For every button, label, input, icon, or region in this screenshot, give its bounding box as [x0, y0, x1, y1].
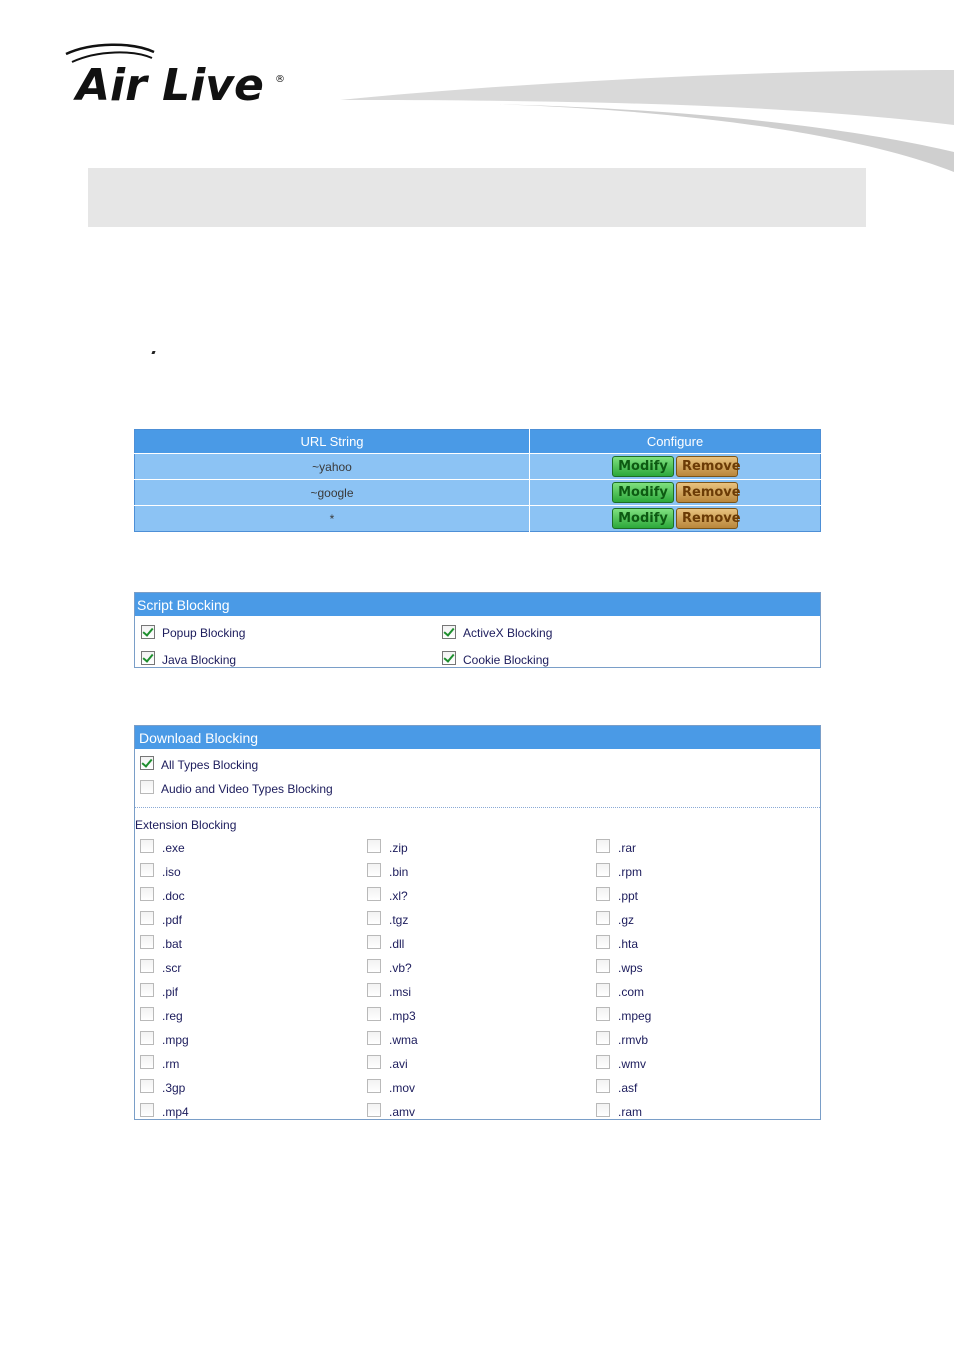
java-blocking-label: Java Blocking: [162, 653, 237, 667]
extension-label-asf: .asf: [618, 1081, 638, 1095]
extension-checkbox-mpg[interactable]: [140, 1031, 154, 1045]
extension-checkbox-bat[interactable]: [140, 935, 154, 949]
configure-cell: [530, 480, 821, 506]
extension-checkbox-wma[interactable]: [367, 1031, 381, 1045]
table-row: [135, 454, 821, 480]
url-string-header: URL String: [135, 430, 530, 454]
extension-checkbox-msi[interactable]: [367, 983, 381, 997]
extension-label-mov: .mov: [389, 1081, 416, 1095]
extension-label-rar: .rar: [618, 841, 636, 855]
extension-label-com: .com: [618, 985, 645, 999]
extension-label-wma: .wma: [389, 1033, 418, 1047]
java-blocking-checkbox[interactable]: [141, 651, 155, 665]
extension-label-zip: .zip: [389, 841, 408, 855]
popup-blocking-label: Popup Blocking: [162, 626, 246, 640]
extension-checkbox-reg[interactable]: [140, 1007, 154, 1021]
extension-checkbox-rmvb[interactable]: [596, 1031, 610, 1045]
table-row: [135, 506, 821, 532]
url-cell: ~yahoo: [135, 454, 530, 480]
extension-label-reg: .reg: [162, 1009, 183, 1023]
extension-label-bat: .bat: [162, 937, 183, 951]
extension-checkbox-exe[interactable]: [140, 839, 154, 853]
popup-blocking-checkbox[interactable]: [141, 625, 155, 639]
extension-label-pdf: .pdf: [162, 913, 183, 927]
airlive-logo: [62, 40, 292, 110]
remove-button[interactable]: Remove: [676, 508, 738, 529]
url-filter-table: [134, 429, 821, 532]
modify-button[interactable]: Modify: [612, 482, 674, 503]
svg-text:Air Live: Air Live: [76, 60, 264, 110]
extension-label-pif: .pif: [162, 985, 179, 999]
extension-checkbox-bin[interactable]: [367, 863, 381, 877]
audio-video-blocking-label: Audio and Video Types Blocking: [161, 782, 333, 796]
url-cell: *: [135, 506, 530, 532]
extension-label-scr: .scr: [162, 961, 182, 975]
download-blocking-title: Download Blocking: [135, 726, 820, 750]
extension-checkbox-doc[interactable]: [140, 887, 154, 901]
script-blocking-panel: [134, 592, 821, 668]
extension-label-hta: .hta: [618, 937, 639, 951]
extension-label-mpeg: .mpeg: [618, 1009, 652, 1023]
header-swoosh: [340, 60, 954, 180]
section-header-band: [88, 168, 866, 227]
extension-checkbox-tgz[interactable]: [367, 911, 381, 925]
extension-checkbox-avi[interactable]: [367, 1055, 381, 1069]
all-types-blocking-label: All Types Blocking: [161, 758, 259, 772]
extension-label-vb: .vb?: [389, 961, 412, 975]
extension-checkbox-xl[interactable]: [367, 887, 381, 901]
script-blocking-title: Script Blocking: [135, 593, 820, 617]
svg-text:®: ®: [275, 74, 285, 85]
remove-button[interactable]: Remove: [676, 482, 738, 503]
extension-label-rpm: .rpm: [618, 865, 642, 879]
extension-label-avi: .avi: [389, 1057, 408, 1071]
extension-checkbox-rpm[interactable]: [596, 863, 610, 877]
extension-checkbox-wps[interactable]: [596, 959, 610, 973]
extension-label-rmvb: .rmvb: [618, 1033, 648, 1047]
modify-button[interactable]: Modify: [612, 456, 674, 477]
extension-checkbox-rar[interactable]: [596, 839, 610, 853]
extension-checkbox-3gp[interactable]: [140, 1079, 154, 1093]
remove-button[interactable]: Remove: [676, 456, 738, 477]
extension-label-mp3: .mp3: [389, 1009, 416, 1023]
bullet-mark: [151, 351, 155, 354]
extension-label-ram: .ram: [618, 1105, 642, 1119]
audio-video-blocking-checkbox[interactable]: [140, 780, 154, 794]
extension-checkbox-gz[interactable]: [596, 911, 610, 925]
extension-label-bin: .bin: [389, 865, 409, 879]
extension-checkbox-mp4[interactable]: [140, 1103, 154, 1117]
cookie-blocking-checkbox[interactable]: [442, 651, 456, 665]
modify-button[interactable]: Modify: [612, 508, 674, 529]
extension-checkbox-amv[interactable]: [367, 1103, 381, 1117]
extension-label-mp4: .mp4: [162, 1105, 189, 1119]
extension-label-3gp: .3gp: [162, 1081, 186, 1095]
configure-cell: [530, 506, 821, 532]
extension-checkbox-vb[interactable]: [367, 959, 381, 973]
extension-checkbox-asf[interactable]: [596, 1079, 610, 1093]
extension-label-iso: .iso: [162, 865, 181, 879]
activex-blocking-label: ActiveX Blocking: [463, 626, 553, 640]
extension-label-rm: .rm: [162, 1057, 180, 1071]
extension-label-msi: .msi: [389, 985, 411, 999]
extension-label-doc: .doc: [162, 889, 185, 903]
extension-blocking-title: Extension Blocking: [135, 818, 237, 832]
extension-checkbox-mp3[interactable]: [367, 1007, 381, 1021]
extension-checkbox-com[interactable]: [596, 983, 610, 997]
extension-checkbox-iso[interactable]: [140, 863, 154, 877]
extension-checkbox-scr[interactable]: [140, 959, 154, 973]
configure-header: Configure: [530, 430, 821, 454]
extension-checkbox-zip[interactable]: [367, 839, 381, 853]
cookie-blocking-label: Cookie Blocking: [463, 653, 550, 667]
extension-checkbox-hta[interactable]: [596, 935, 610, 949]
extension-checkbox-pif[interactable]: [140, 983, 154, 997]
extension-label-wmv: .wmv: [618, 1057, 646, 1071]
extension-label-xl: .xl?: [389, 889, 408, 903]
extension-checkbox-rm[interactable]: [140, 1055, 154, 1069]
table-row: [135, 480, 821, 506]
extension-checkbox-ram[interactable]: [596, 1103, 610, 1117]
divider: [135, 807, 820, 808]
extension-checkbox-mov[interactable]: [367, 1079, 381, 1093]
extension-label-gz: .gz: [618, 913, 635, 927]
configure-cell: [530, 454, 821, 480]
extension-label-exe: .exe: [162, 841, 185, 855]
extension-checkbox-wmv[interactable]: [596, 1055, 610, 1069]
extension-checkbox-pdf[interactable]: [140, 911, 154, 925]
extension-checkbox-mpeg[interactable]: [596, 1007, 610, 1021]
extension-label-mpg: .mpg: [162, 1033, 189, 1047]
extension-label-tgz: .tgz: [389, 913, 409, 927]
extension-label-amv: .amv: [389, 1105, 416, 1119]
all-types-blocking-checkbox[interactable]: [140, 756, 154, 770]
extension-label-ppt: .ppt: [618, 889, 639, 903]
extension-checkbox-ppt[interactable]: [596, 887, 610, 901]
extension-label-wps: .wps: [618, 961, 643, 975]
extension-checkbox-dll[interactable]: [367, 935, 381, 949]
url-cell: ~google: [135, 480, 530, 506]
activex-blocking-checkbox[interactable]: [442, 625, 456, 639]
extension-label-dll: .dll: [389, 937, 405, 951]
download-blocking-panel: [134, 725, 821, 1120]
